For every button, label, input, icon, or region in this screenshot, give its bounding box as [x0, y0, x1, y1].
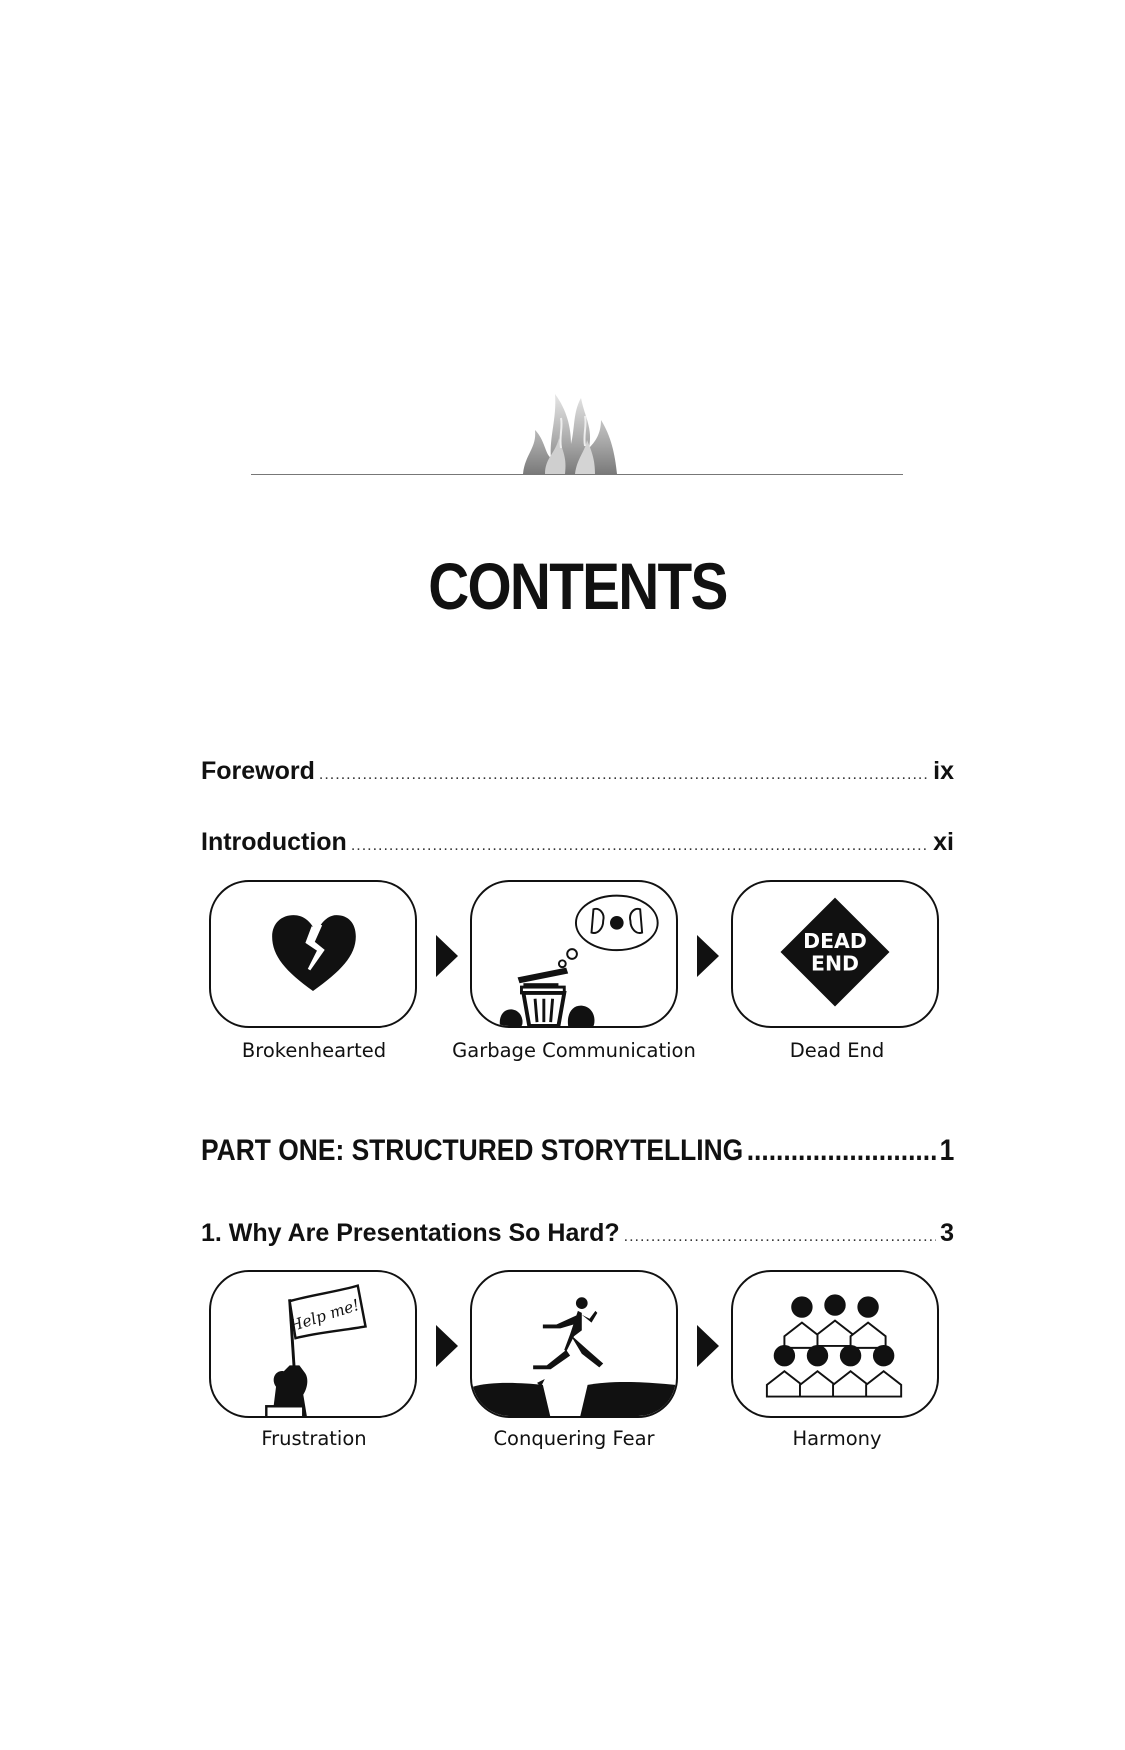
- caption-conquering-fear: Conquering Fear: [493, 1427, 655, 1450]
- arrow-icon: [697, 1325, 719, 1367]
- broken-heart-icon: [209, 880, 417, 1028]
- flame-ornament-icon: [515, 358, 625, 476]
- toc-entry-part-one[interactable]: [201, 1134, 954, 1168]
- dead-end-sign-icon: [731, 880, 939, 1028]
- caption-harmony: Harmony: [792, 1427, 882, 1450]
- toc-entry-chapter-1[interactable]: [201, 1219, 954, 1248]
- arrow-icon: [436, 1325, 458, 1367]
- toc-label: PART ONE: STRUCTURED STORYTELLING: [201, 1134, 744, 1167]
- jumping-person-icon: [470, 1270, 678, 1418]
- toc-page-number: 1: [939, 1134, 955, 1167]
- arrow-icon: [697, 935, 719, 977]
- flag-text: Help me!: [286, 1295, 362, 1336]
- toc-page-number: xi: [933, 828, 954, 856]
- toc-label: 1. Why Are Presentations So Hard?: [201, 1219, 620, 1247]
- dot-leader: [624, 1228, 936, 1246]
- toc-page-number: 3: [940, 1219, 954, 1247]
- toc-page-number: ix: [933, 757, 954, 785]
- caption-garbage-communication: Garbage Communication: [452, 1039, 696, 1062]
- dot-leader: [319, 766, 929, 784]
- toc-label: Foreword: [201, 757, 315, 785]
- caption-frustration: Frustration: [261, 1427, 367, 1450]
- toc-label: Introduction: [201, 828, 347, 856]
- arrow-icon: [436, 935, 458, 977]
- dead-end-sign-line-1: DEAD: [803, 929, 867, 954]
- caption-dead-end: Dead End: [789, 1039, 885, 1062]
- toc-entry-foreword[interactable]: [201, 757, 954, 786]
- dot-leader: [747, 1134, 936, 1168]
- toc-entry-introduction[interactable]: [201, 828, 954, 857]
- caption-brokenhearted: Brokenhearted: [241, 1039, 387, 1062]
- page-title: CONTENTS: [428, 549, 727, 623]
- garbage-can-icon: [470, 880, 678, 1028]
- title-rule: [251, 474, 903, 475]
- choir-icon: [731, 1270, 939, 1418]
- help-flag-icon: [209, 1270, 417, 1418]
- dead-end-sign-line-2: END: [811, 951, 859, 976]
- dot-leader: [351, 837, 929, 855]
